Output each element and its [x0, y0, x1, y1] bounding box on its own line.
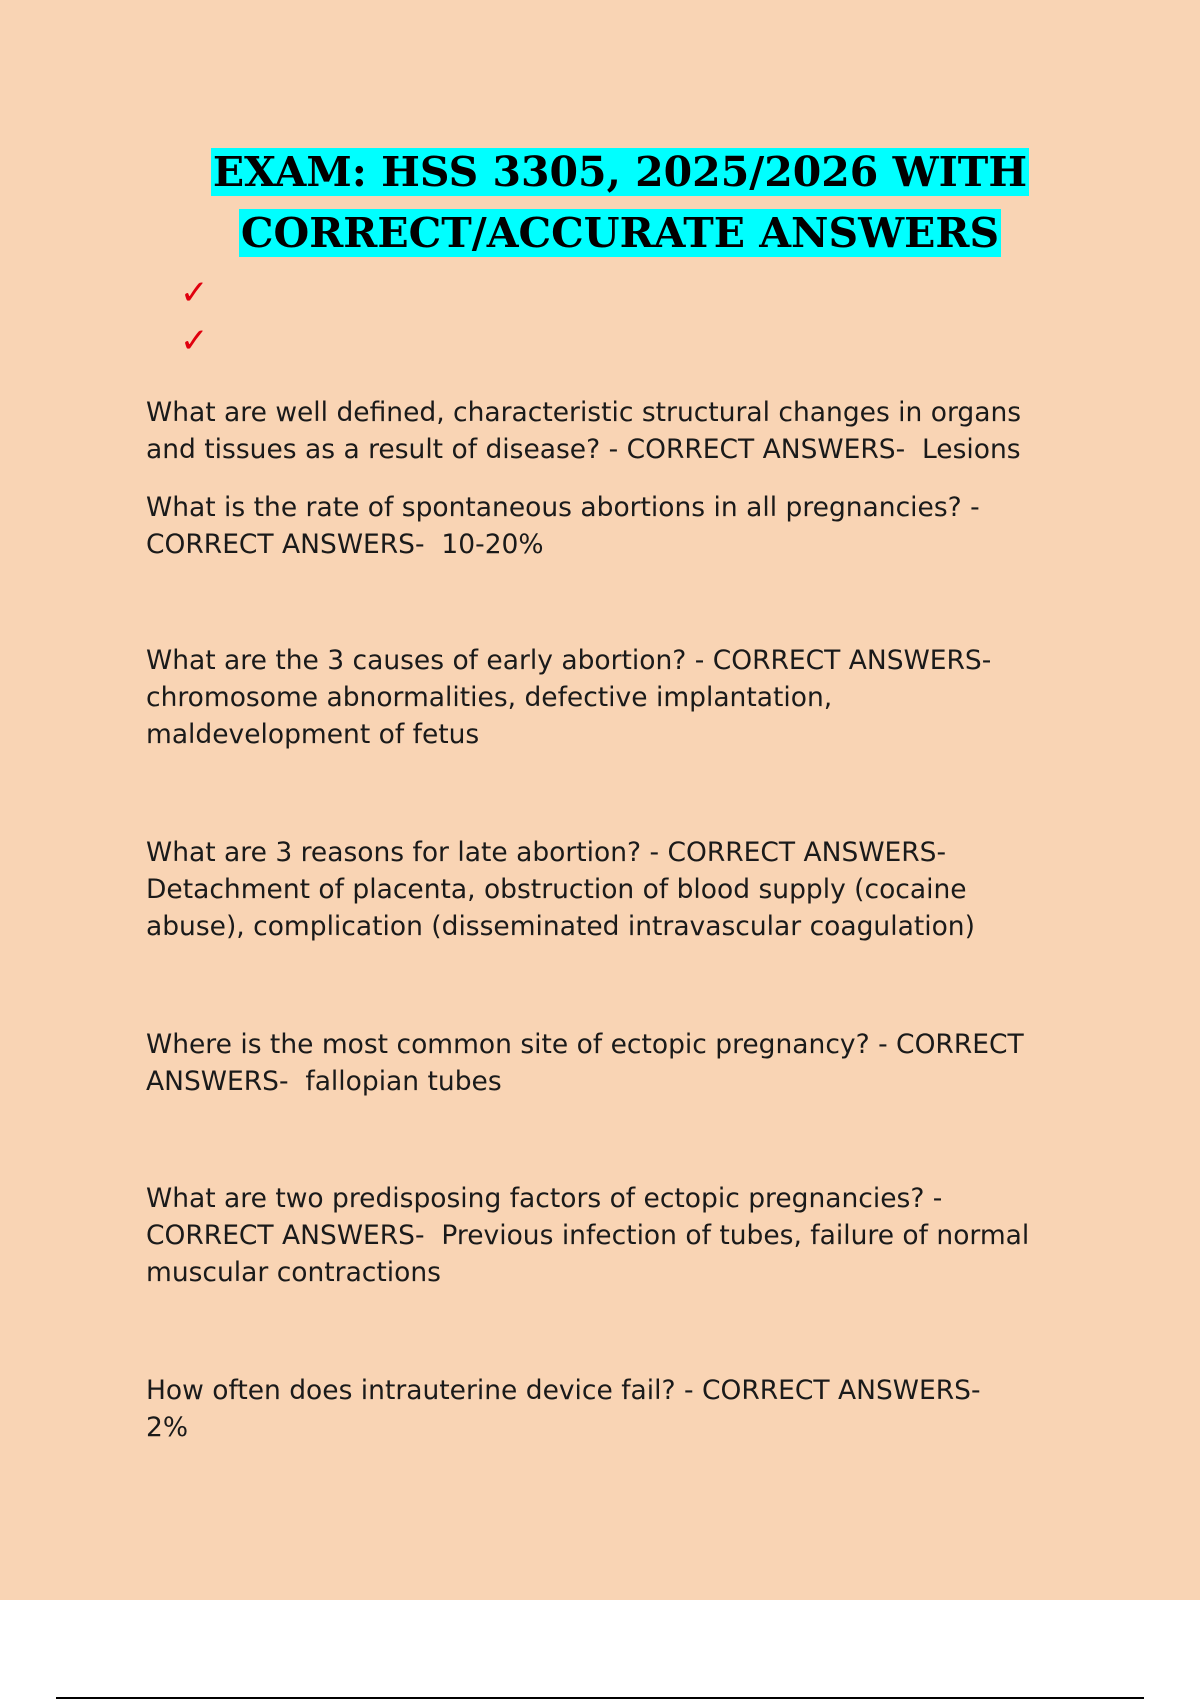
qa-item-5: Where is the most common site of ectopic pregnancy? - CORRECT ANSWERS- fallopian tubes	[146, 1029, 1024, 1097]
check-mark-icon: ✓	[180, 273, 209, 313]
qa-item-4: What are 3 reasons for late abortion? - CORRECT ANSWERS- Detachment of placenta, obstruction of blood supply (cocaine abuse), complication (disseminated intravascular coagulation)	[146, 837, 975, 942]
title-line-1: EXAM: HSS 3305, 2025/2026 WITH	[212, 148, 1028, 196]
qa-item-6: What are two predisposing factors of ectopic pregnancies? - CORRECT ANSWERS- Previous infection of tubes, failure of normal muscular contractions	[146, 1183, 1030, 1288]
footer-divider	[56, 1697, 1144, 1699]
qa-item-3: What are the 3 causes of early abortion? - CORRECT ANSWERS- chromosome abnormalities, defective implantation, maldevelopment of fetus	[146, 645, 992, 750]
document-title	[100, 142, 1140, 264]
qa-item-2: What is the rate of spontaneous abortions in all pregnancies? - CORRECT ANSWERS- 10-20%	[146, 492, 980, 560]
qa-item-7: How often does intrauterine device fail? - CORRECT ANSWERS- 2%	[146, 1375, 981, 1443]
qa-item-1: What are well defined, characteristic structural changes in organs and tissues as a result of disease? - CORRECT ANSWERS- Lesions	[146, 397, 1022, 465]
check-mark-icon: ✓	[180, 321, 209, 361]
title-line-2: CORRECT/ACCURATE ANSWERS	[240, 209, 1000, 257]
